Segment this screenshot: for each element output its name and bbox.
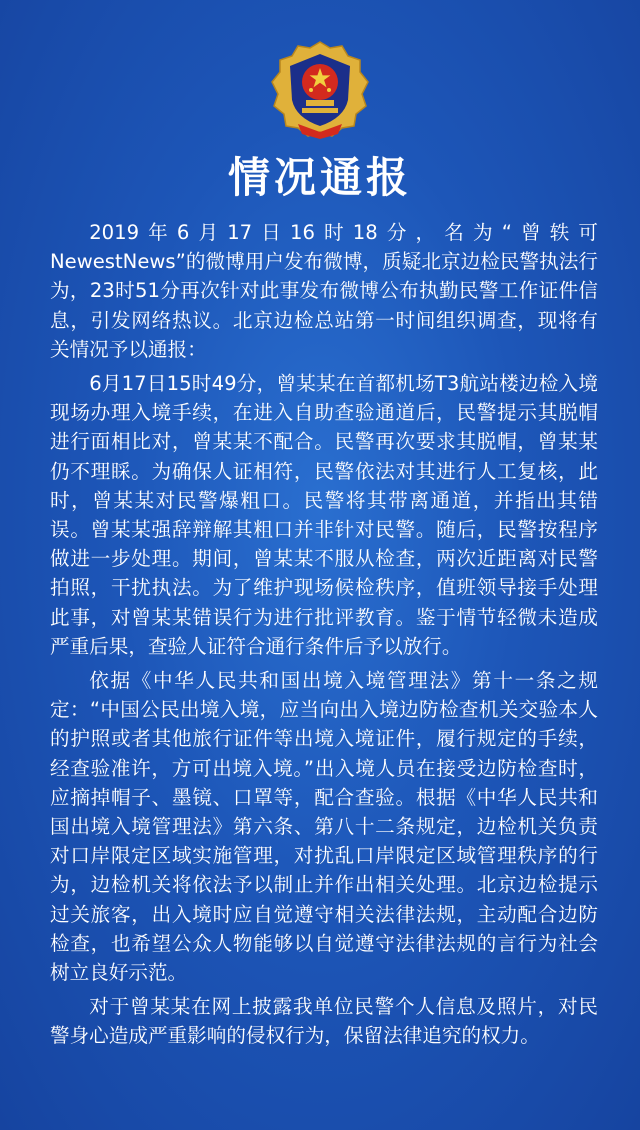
notice-body — [50, 218, 598, 1056]
page-title: 情况通报 — [227, 153, 412, 202]
paragraph: 依据《中华人民共和国出境入境管理法》第十一条之规定：“中国公民出境入境，应当向出入境边防检查机关交验本人的护照或者其他旅行证件等出境入境证件，履行规定的手续，经查验准许，方可出境入境。”出入境人员在接受边防检查时，应摘掉帽子、墨镜、口罩等，配合查验。根据《中华人民共和国出境入境管理法》第六条、第八十二条规定，边检机关负责对口岸限定区域实施管理，对扰乱口岸限定区域管理秩序的行为，边检机关将依法予以制止并作出相关处理。北京边检提示过关旅客，出入境时应自觉遵守相关法律法规，主动配合边防检查，也希望公众人物能够以自觉遵守法律法规的言行为社会树立良好示范。 — [50, 669, 598, 985]
paragraph: 2019年6月17日16时18分，名为“曾轶可NewestNews”的微博用户发布微博，质疑北京边检民警执法行为，23时51分再次针对此事发布微博公布执勤民警工作证件信息，引发网络热议。北京边检总站第一时间组织调查，现将有关情况予以通报： — [50, 221, 598, 361]
police-emblem — [268, 40, 372, 140]
paragraph: 6月17日15时49分，曾某某在首都机场T3航站楼边检入境现场办理入境手续，在进入自助查验通道后，民警提示其脱帽进行面相比对，曾某某不配合。民警再次要求其脱帽，曾某某仍不理睬。为确保人证相符，民警依法对其进行人工复核，此时，曾某某对民警爆粗口。民警将其带离通道，并指出其错误。曾某某强辞辩解其粗口并非针对民警。随后，民警按程序做进一步处理。期间，曾某某不服从检查，两次近距离对民警拍照，干扰执法。为了维护现场候检秩序，值班领导接手处理此事，对曾某某错误行为进行批评教育。鉴于情节轻微未造成严重后果，查验人证符合通行条件后予以放行。 — [50, 372, 598, 658]
paragraph: 对于曾某某在网上披露我单位民警个人信息及照片，对民警身心造成严重影响的侵权行为，保留法律追究的权力。 — [50, 995, 598, 1048]
